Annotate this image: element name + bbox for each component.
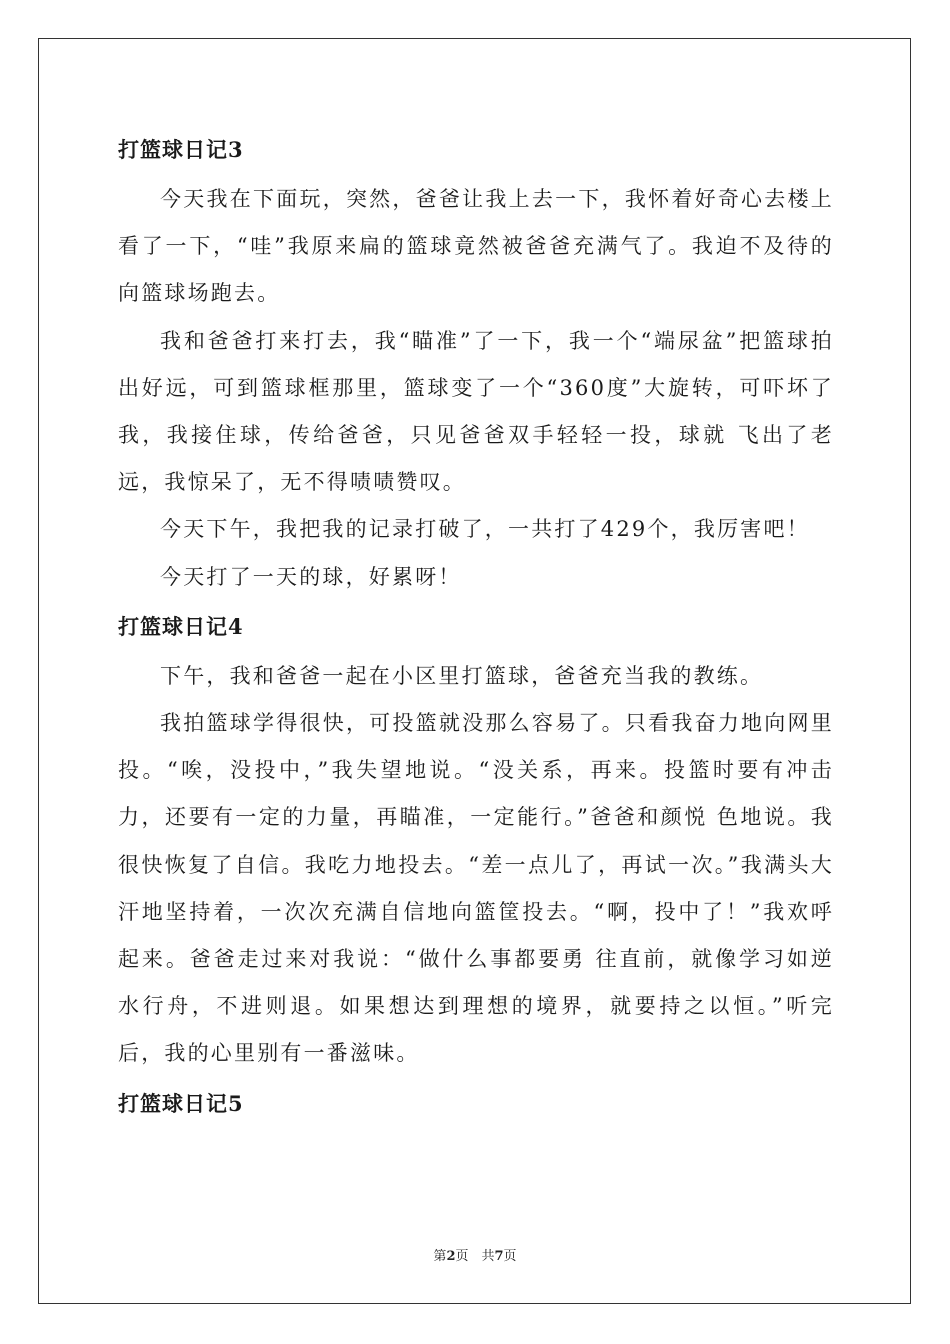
paragraph: 今天下午，我把我的记录打破了，一共打了429个，我厉害吧！ <box>160 517 810 542</box>
document-body <box>118 124 834 1130</box>
section-title: 打篮球日记3 <box>118 137 244 162</box>
page-prefix: 第 <box>433 1249 447 1264</box>
page-current: 2 <box>446 1249 456 1264</box>
paragraph: 下午，我和爸爸一起在小区里打篮球，爸爸充当我的教练。 <box>160 663 764 688</box>
paragraph: 今天我在下面玩，突然，爸爸让我上去一下，我怀着好奇心去楼上看了一下，“哇”我原来扁的篮球竟然被爸爸充满气了。我迫不及待的向篮球场跑去。 <box>118 187 834 306</box>
paragraph: 今天打了一天的球，好累呀！ <box>160 564 462 589</box>
page-footer <box>0 1248 950 1266</box>
section-title: 打篮球日记4 <box>118 613 244 639</box>
page-total: 7 <box>494 1249 504 1264</box>
page-suffix: 页 <box>503 1249 517 1264</box>
paragraph: 我拍篮球学得很快，可投篮就没那么容易了。只看我奋力地向网里投。“唉，没投中，”我失望地说。“没关系，再来。投篮时要有冲击力，还要有一定的力量，再瞄准，一定能行。”爸爸和颜悦 色地说。我很快恢复了自信。我吃力地投去。“差一点儿了，再试一次。”我满头大汗地坚持着，一次次充满自信地向篮筐投去。“啊，投中了！”我欢呼起来。爸爸走过来对我说：“做什么事都要勇 往直前，就像学习如逆水行舟，不进则退。如果想达到理想的境界，就要持之以恒。”听完后，我的心里别有一番滋味。 <box>118 711 834 1066</box>
paragraph: 我和爸爸打来打去，我“瞄准”了一下，我一个“端尿盆”把篮球拍出好远，可到篮球框那里，篮球变了一个“360度”大旋转，可吓坏了我，我接住球，传给爸爸，只见爸爸双手轻轻一投，球就 飞出了老远，我惊呆了，无不得啧啧赞叹。 <box>118 328 834 495</box>
section-title: 打篮球日记5 <box>118 1090 244 1116</box>
page-mid: 页 共 <box>455 1249 495 1264</box>
